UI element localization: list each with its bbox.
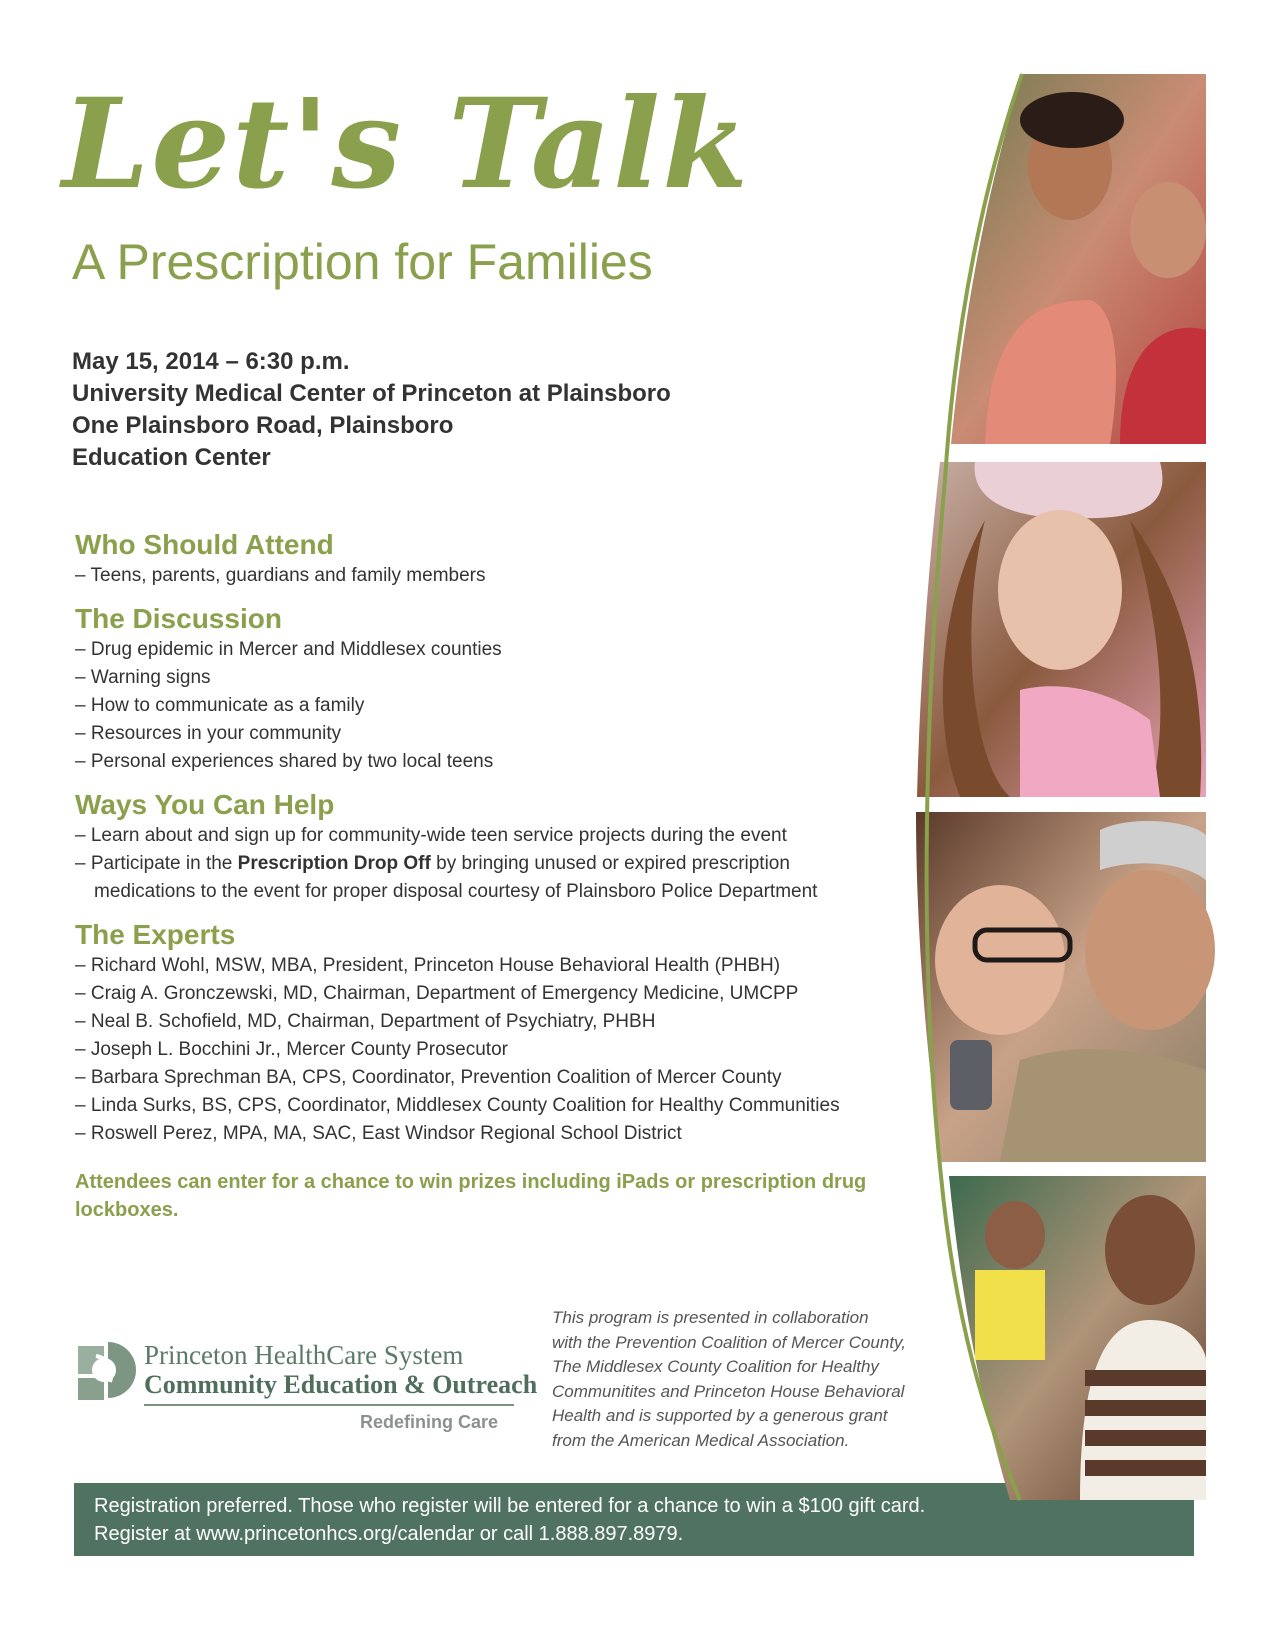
- logo-mark-icon: [74, 1338, 138, 1402]
- event-address: One Plainsboro Road, Plainsboro: [72, 412, 454, 439]
- section-heading: Ways You Can Help: [75, 789, 335, 820]
- registration-line: Registration preferred. Those who register will be entered for a chance to win a $100 gift card.: [94, 1495, 926, 1517]
- list-text: – Participate in the: [75, 853, 238, 874]
- section-heading: Who Should Attend: [75, 529, 334, 560]
- logo-name: Princeton HealthCare System: [144, 1340, 464, 1370]
- event-room: Education Center: [72, 444, 271, 471]
- list-item: – Craig A. Gronczewski, MD, Chairman, Department of Emergency Medicine, UMCPP: [75, 983, 799, 1004]
- registration-banner: [74, 1483, 1194, 1556]
- list-item: [75, 850, 895, 906]
- collaboration-line: from the American Medical Association.: [552, 1430, 850, 1450]
- section-who-should-attend: [75, 528, 895, 590]
- green-swoosh-decoration: [927, 74, 1022, 1500]
- collaboration-line: Communitites and Princeton House Behavioral: [552, 1381, 905, 1401]
- main-content: [75, 528, 895, 1224]
- list-item: – Roswell Perez, MPA, MA, SAC, East Windsor Regional School District: [75, 1123, 682, 1144]
- girl-and-grandfather-photo: [916, 812, 1215, 1162]
- list-item: – Learn about and sign up for community-wide teen service projects during the event: [75, 825, 787, 846]
- collaboration-line: with the Prevention Coalition of Mercer County,: [552, 1332, 907, 1352]
- list-item: – How to communicate as a family: [75, 695, 365, 716]
- list-text: by bringing unused or expired prescription medications to the event for proper disposal courtesy of Plainsboro Police Department: [94, 853, 818, 902]
- section-heading: The Experts: [75, 919, 236, 950]
- section-ways-you-can-help: [75, 788, 895, 906]
- collaboration-line: The Middlesex County Coalition for Healthy: [552, 1357, 879, 1376]
- logo-divider: [144, 1404, 514, 1406]
- collaboration-line: Health and is supported by a generous grant: [552, 1406, 888, 1425]
- list-item: – Drug epidemic in Mercer and Middlesex counties: [75, 639, 502, 660]
- collaboration-line: This program is presented in collaboration: [552, 1308, 869, 1327]
- list-item: – Joseph L. Bocchini Jr., Mercer County Prosecutor: [75, 1039, 508, 1060]
- list-item: – Teens, parents, guardians and family members: [75, 565, 486, 586]
- list-item: – Warning signs: [75, 667, 211, 688]
- logo-tagline: Redefining Care: [360, 1412, 499, 1432]
- page-title: Let's Talk: [62, 72, 751, 217]
- collaboration-note: [552, 1306, 932, 1453]
- event-info: [72, 346, 792, 474]
- section-discussion: [75, 602, 895, 776]
- teens-group-photo: [949, 1176, 1206, 1500]
- prize-notice: Attendees can enter for a chance to win prizes including iPads or prescription drug lockboxes.: [75, 1171, 867, 1221]
- section-experts: [75, 918, 895, 1148]
- list-item: – Personal experiences shared by two local teens: [75, 751, 494, 772]
- event-datetime: May 15, 2014 – 6:30 p.m.: [72, 348, 350, 375]
- logo-division: Community Education & Outreach: [144, 1370, 538, 1399]
- teen-girl-pink-hat-photo: [917, 462, 1206, 797]
- prescription-drop-off-label: Prescription Drop Off: [237, 853, 431, 874]
- list-item: – Barbara Sprechman BA, CPS, Coordinator, Prevention Coalition of Mercer County: [75, 1067, 782, 1088]
- registration-line: Register at www.princetonhcs.org/calendar or call 1.888.897.8979.: [94, 1523, 684, 1545]
- list-item: – Richard Wohl, MSW, MBA, President, Princeton House Behavioral Health (PHBH): [75, 955, 781, 976]
- page-subtitle: A Prescription for Families: [72, 234, 653, 290]
- phcs-logo: [74, 1338, 538, 1408]
- list-item: – Linda Surks, BS, CPS, Coordinator, Middlesex County Coalition for Healthy Communities: [75, 1095, 840, 1116]
- event-venue: University Medical Center of Princeton at Plainsboro: [72, 380, 671, 407]
- teen-boy-and-mother-photo: [951, 74, 1206, 444]
- list-item: – Neal B. Schofield, MD, Chairman, Department of Psychiatry, PHBH: [75, 1011, 656, 1032]
- list-item: – Resources in your community: [75, 723, 342, 744]
- section-heading: The Discussion: [75, 603, 282, 634]
